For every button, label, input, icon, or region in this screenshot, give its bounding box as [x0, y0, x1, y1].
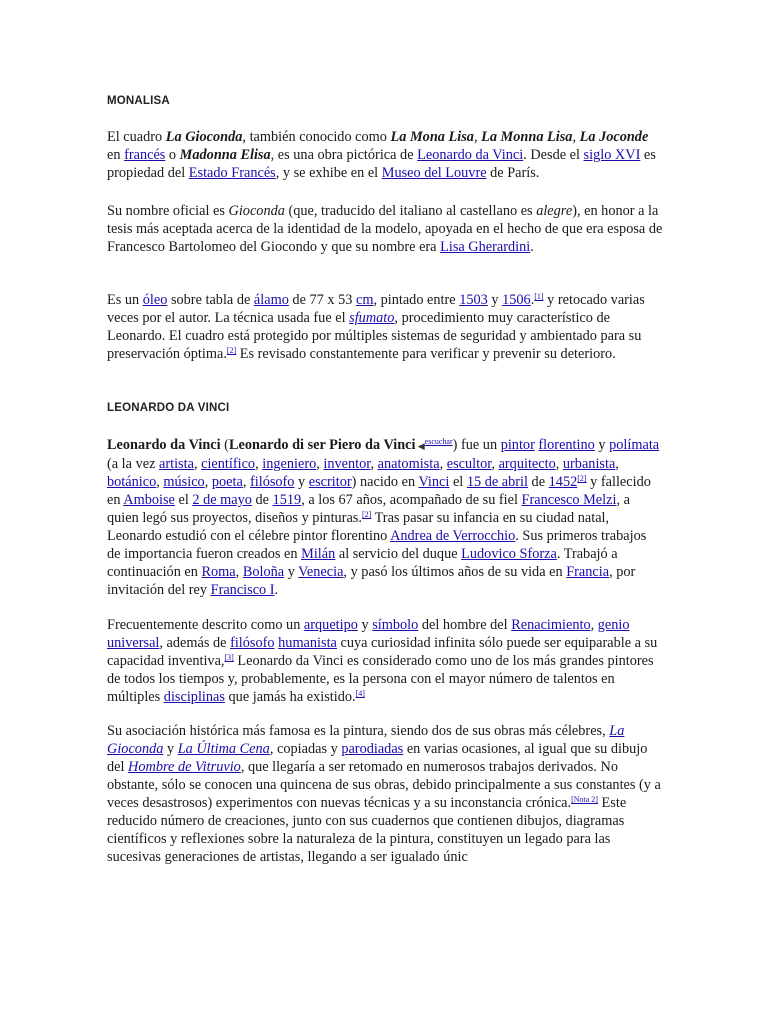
- wiki-link[interactable]: científico: [201, 456, 256, 472]
- text-run: y: [357, 617, 373, 633]
- wiki-link[interactable]: símbolo: [372, 617, 419, 633]
- wiki-link[interactable]: escultor: [446, 456, 492, 472]
- reference-sup: [362, 510, 371, 519]
- text-run: ), en honor a la tesis más aceptada acerca de la identidad de la modelo, apoyada en el hecho de que era esposa de Francesco Bartolomeo del Giocondo y que su nombre era: [107, 203, 663, 255]
- text-run: y: [163, 741, 178, 757]
- text-run: de 77 x 53: [288, 292, 356, 308]
- bold-text: Leonardo di ser Piero da Vinci: [228, 437, 416, 453]
- text-run: Su nombre oficial es: [107, 203, 229, 219]
- section-heading-leonardo: LEONARDO DA VINCI: [107, 402, 230, 414]
- text-run: Leonardo da Vinci es considerado como uno de los más grandes pintores de todos los tiempos y, probablemente, es la persona con el mayor número de talentos en múltiples: [107, 653, 654, 705]
- text-run: y: [594, 437, 610, 453]
- wiki-link[interactable]: Venecia: [298, 564, 344, 580]
- text-run: (a la vez: [107, 456, 159, 472]
- text-run: , a quien legó sus proyectos, diseños y pinturas.: [107, 492, 630, 526]
- wiki-link[interactable]: florentino: [538, 437, 595, 453]
- text-run: es propiedad del: [107, 147, 656, 181]
- wiki-link[interactable]: Hombre de Vitruvio: [128, 759, 241, 775]
- wiki-link[interactable]: Estado Francés: [188, 165, 276, 181]
- text-run: sobre tabla de: [167, 292, 254, 308]
- text-run: , por invitación del rey: [107, 564, 636, 598]
- text-run: y: [487, 292, 503, 308]
- text-run: , procedimiento muy característico de Leonardo. El cuadro está protegido por múltiples sistemas de seguridad y ambientado para su preservación óptima.: [107, 310, 642, 362]
- text-run: Este reducido número de creaciones, junto con sus cuadernos que contienen dibujos, diagramas científicos y reflexiones sobre la naturaleza de la pintura, constituyen un legado para las sucesivas generaciones de artistas, llegando a ser igualado únic: [107, 795, 627, 865]
- wiki-link[interactable]: 15 de abril: [466, 474, 528, 490]
- text-run: , pintado entre: [373, 292, 460, 308]
- paragraph: [107, 436, 663, 599]
- reference-sup: [356, 689, 365, 698]
- text-run: . Sus primeros trabajos de importancia fueron creados en: [107, 528, 647, 562]
- wiki-link[interactable]: escritor: [308, 474, 352, 490]
- wiki-link[interactable]: Amboise: [123, 492, 175, 508]
- wiki-link[interactable]: Milán: [301, 546, 336, 562]
- wiki-link[interactable]: poeta: [211, 474, 243, 490]
- wiki-link[interactable]: Leonardo da Vinci: [417, 147, 524, 163]
- wiki-link[interactable]: La Última Cena: [177, 741, 270, 757]
- wiki-link[interactable]: Boloña: [242, 564, 285, 580]
- wiki-link[interactable]: Francisco I: [210, 582, 275, 598]
- text-run: de París.: [486, 165, 540, 181]
- wiki-link[interactable]: 1506: [502, 292, 531, 308]
- wiki-link[interactable]: 2 de mayo: [192, 492, 252, 508]
- text-run: Frecuentemente descrito como un: [107, 617, 304, 633]
- wiki-link[interactable]: filósofo: [230, 635, 275, 651]
- text-run: y: [284, 564, 299, 580]
- wiki-link[interactable]: Lisa Gherardini: [440, 239, 531, 255]
- text-run: al servicio del duque: [335, 546, 462, 562]
- wiki-link[interactable]: anatomista: [377, 456, 440, 472]
- text-run: Su asociación histórica más famosa es la pintura, siendo dos de sus obras más célebres,: [107, 723, 610, 739]
- reference-sup: [227, 346, 236, 355]
- wiki-link[interactable]: disciplinas: [163, 689, 225, 705]
- bold-italic-text: La Joconde: [579, 129, 649, 145]
- text-run: El cuadro: [107, 129, 166, 145]
- reference-sup: [225, 653, 234, 662]
- paragraph: [107, 202, 663, 256]
- text-run: (: [220, 437, 229, 453]
- wiki-link[interactable]: arquitecto: [498, 456, 556, 472]
- text-run: en: [107, 147, 125, 163]
- text-run: Tras pasar su infancia en su ciudad natal, Leonardo estudió con el célebre pintor florentino: [107, 510, 610, 544]
- text-run: ,: [590, 617, 598, 633]
- text-run: ,: [242, 474, 250, 490]
- text-run: .: [274, 582, 279, 598]
- text-run: ,: [615, 456, 619, 472]
- wiki-link[interactable]: óleo: [142, 292, 168, 308]
- wiki-link[interactable]: siglo XVI: [583, 147, 641, 163]
- wiki-link[interactable]: botánico: [107, 474, 157, 490]
- text-run: , también conocido como: [242, 129, 391, 145]
- wiki-link[interactable]: inventor: [323, 456, 371, 472]
- text-run: (que, traducido del italiano al castellano es: [284, 203, 537, 219]
- text-run: y: [294, 474, 309, 490]
- text-run: , y pasó los últimos años de su vida en: [343, 564, 567, 580]
- reference-link[interactable]: [3]: [224, 653, 234, 662]
- reference-link[interactable]: [1]: [534, 292, 544, 301]
- text-run: , es una obra pictórica de: [270, 147, 418, 163]
- text-run: ,: [235, 564, 243, 580]
- text-run: ,: [439, 456, 447, 472]
- reference-link[interactable]: escuchar: [424, 437, 453, 446]
- text-run: . Trabajó a continuación en: [107, 546, 618, 580]
- text-run: ,: [156, 474, 164, 490]
- text-run: Es un: [107, 292, 143, 308]
- wiki-link[interactable]: Vinci: [418, 474, 450, 490]
- wiki-link[interactable]: La Gioconda: [107, 723, 625, 757]
- text-run: ,: [555, 456, 563, 472]
- wiki-link[interactable]: sfumato: [349, 310, 395, 326]
- italic-text: Gioconda: [228, 203, 285, 219]
- bold-italic-text: La Gioconda: [165, 129, 243, 145]
- text-run: el: [449, 474, 467, 490]
- text-run: y retocado varias veces por el autor. La técnica usada fue el: [107, 292, 645, 326]
- wiki-link[interactable]: humanista: [278, 635, 337, 651]
- bold-italic-text: La Monna Lisa: [481, 129, 573, 145]
- text-run: , y se exhibe en el: [275, 165, 382, 181]
- text-run: ,: [193, 456, 202, 472]
- wiki-link[interactable]: músico: [163, 474, 205, 490]
- paragraph: [107, 291, 663, 363]
- paragraph: [107, 616, 663, 706]
- text-run: . Desde el: [523, 147, 584, 163]
- wiki-link[interactable]: filósofo: [249, 474, 295, 490]
- text-run: , además de: [159, 635, 231, 651]
- wiki-link[interactable]: artista: [159, 456, 194, 472]
- bold-italic-text: La Mona Lisa: [390, 129, 474, 145]
- wiki-link[interactable]: ingeniero: [262, 456, 317, 472]
- wiki-link[interactable]: Museo del Louvre: [381, 165, 487, 181]
- reference-link[interactable]: [2]: [577, 474, 587, 483]
- text-run: ,: [473, 129, 482, 145]
- text-run: o: [165, 147, 180, 163]
- wiki-link[interactable]: cm: [355, 292, 374, 308]
- wiki-link[interactable]: 1452: [548, 474, 578, 490]
- wiki-link[interactable]: 1503: [459, 292, 488, 308]
- wiki-link[interactable]: álamo: [253, 292, 289, 308]
- text-run: cuya curiosidad infinita sólo puede ser equiparable a su capacidad inventiva,: [107, 635, 658, 669]
- text-run: y fallecido en: [107, 474, 651, 508]
- italic-text: alegre: [536, 203, 573, 219]
- reference-link[interactable]: [4]: [355, 689, 365, 698]
- wiki-link[interactable]: genio universal: [107, 617, 630, 651]
- wiki-link[interactable]: Roma: [201, 564, 236, 580]
- wiki-link[interactable]: Renacimiento: [511, 617, 591, 633]
- text-run: Es revisado constantemente para verificar y prevenir su deterioro.: [236, 346, 616, 362]
- text-run: del hombre del: [418, 617, 512, 633]
- wiki-link[interactable]: Francia: [566, 564, 610, 580]
- wiki-link[interactable]: polímata: [609, 437, 660, 453]
- reference-link[interactable]: [2]: [361, 510, 372, 519]
- text-run: ,: [572, 129, 580, 145]
- reference-link[interactable]: [Nota 2]: [571, 795, 598, 804]
- text-run: en varias ocasiones, al igual que su dibujo del: [107, 741, 648, 775]
- text-run: ,: [255, 456, 263, 472]
- text-run: , a los 67 años, acompañado de su fiel: [301, 492, 522, 508]
- text-run: que jamás ha existido.: [224, 689, 356, 705]
- text-run: ,: [370, 456, 378, 472]
- text-run: .: [530, 292, 535, 308]
- wiki-link[interactable]: francés: [124, 147, 166, 163]
- wiki-link[interactable]: Ludovico Sforza: [461, 546, 557, 562]
- reference-sup: [571, 795, 598, 804]
- text-run: de: [527, 474, 549, 490]
- reference-sup: [534, 292, 543, 301]
- section-heading-monalisa: MONALISA: [107, 95, 170, 107]
- bold-italic-text: Madonna Elisa: [179, 147, 271, 163]
- paragraph: [107, 722, 663, 866]
- text-run: ,: [491, 456, 499, 472]
- wiki-link[interactable]: Francesco Melzi: [521, 492, 617, 508]
- wiki-link[interactable]: urbanista: [562, 456, 616, 472]
- text-run: ) fue un: [452, 437, 501, 453]
- text-run: , que llegaría a ser retomado en numerosos trabajos derivados. No obstante, sólo se conocen una quincena de sus obras, debido principalmente a sus constantes (y a veces desastrosos) experimentos con nuevas técnicas y a su inconstancia crónica.: [107, 759, 661, 811]
- wiki-link[interactable]: parodiadas: [341, 741, 404, 757]
- reference-link[interactable]: [2]: [226, 346, 237, 355]
- text-run: de: [251, 492, 273, 508]
- wiki-link[interactable]: Andrea de Verrocchio: [390, 528, 516, 544]
- text-run: , copiadas y: [269, 741, 342, 757]
- wiki-link[interactable]: pintor: [500, 437, 535, 453]
- paragraph: [107, 128, 663, 182]
- wiki-link[interactable]: 1519: [272, 492, 302, 508]
- text-run: el: [174, 492, 193, 508]
- reference-sup: [425, 437, 453, 446]
- text-run: ,: [316, 456, 324, 472]
- speaker-icon[interactable]: ◀: [415, 441, 425, 451]
- wiki-link[interactable]: arquetipo: [303, 617, 358, 633]
- text-run: ) nacido en: [351, 474, 419, 490]
- text-run: .: [530, 239, 534, 255]
- bold-text: Leonardo da Vinci: [107, 437, 221, 453]
- text-run: ,: [204, 474, 212, 490]
- reference-sup: [577, 474, 586, 483]
